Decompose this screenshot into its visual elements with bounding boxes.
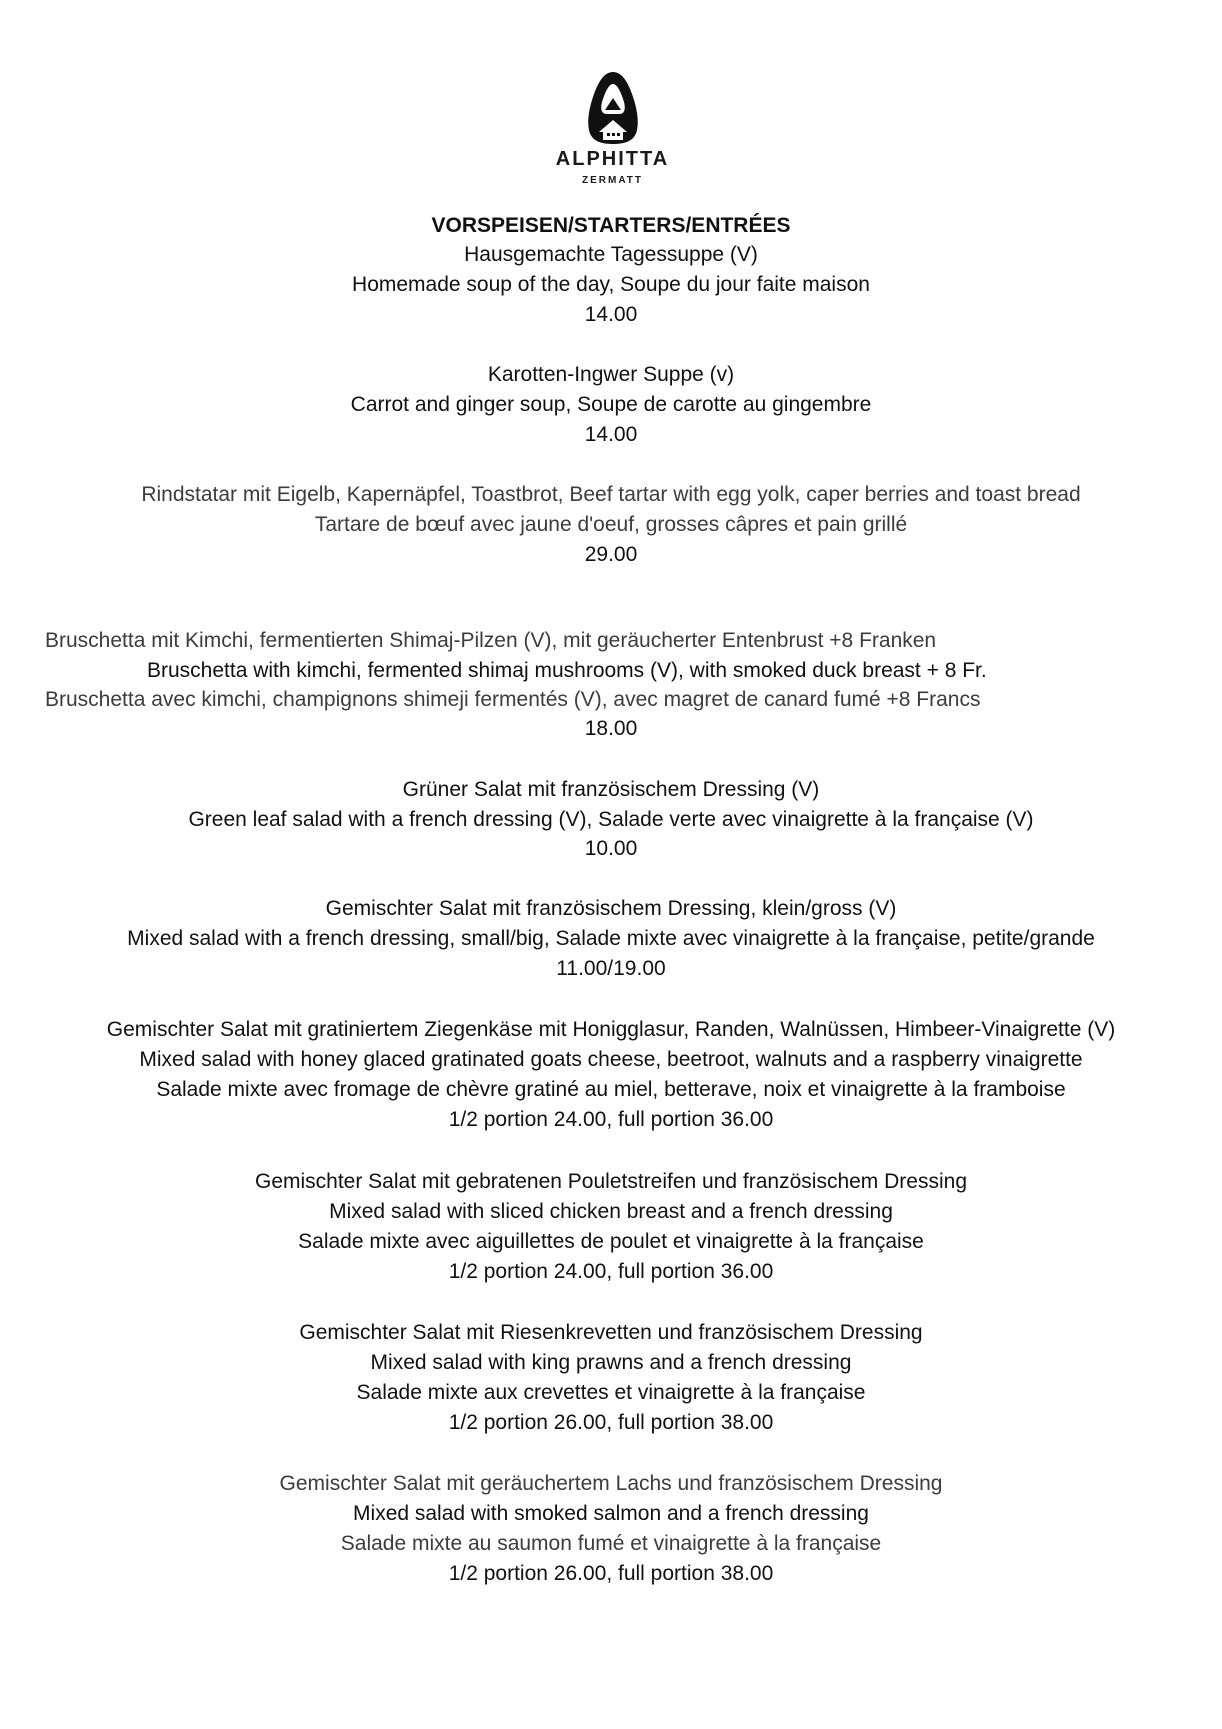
menu-item-7-price: 1/2 portion 24.00, full portion 36.00 <box>448 1108 774 1131</box>
menu-item-2-price: 14.00 <box>584 423 638 446</box>
menu-item-4-line-1: Bruschetta mit Kimchi, fermentierten Shimaj-Pilzen (V), mit geräucherter Entenbrust +8 Franken <box>45 629 937 652</box>
menu-item-7-line-1: Gemischter Salat mit gratiniertem Ziegenkäse mit Honigglasur, Randen, Walnüssen, Himbeer-Vinaigrette (V) <box>106 1018 1116 1041</box>
menu-item-10-line-2: Mixed salad with smoked salmon and a french dressing <box>353 1502 869 1525</box>
menu-item-8-line-3: Salade mixte avec aiguillettes de poulet et vinaigrette à la française <box>298 1230 924 1253</box>
menu-item-9-line-3: Salade mixte aux crevettes et vinaigrette à la française <box>356 1381 866 1404</box>
menu-item-4-price: 18.00 <box>584 717 638 740</box>
menu-item-8-price: 1/2 portion 24.00, full portion 36.00 <box>448 1260 774 1283</box>
menu-item-1-line-1: Hausgemachte Tagessuppe (V) <box>464 243 758 266</box>
menu-item-5-line-1: Grüner Salat mit französischem Dressing (V) <box>402 778 820 801</box>
menu-item-9-price: 1/2 portion 26.00, full portion 38.00 <box>448 1411 774 1434</box>
menu-item-10-line-3: Salade mixte au saumon fumé et vinaigrette à la française <box>340 1532 882 1555</box>
menu-item-6-line-2: Mixed salad with a french dressing, small/big, Salade mixte avec vinaigrette à la française, petite/grande <box>127 927 1095 950</box>
menu-item-3-line-1: Rindstatar mit Eigelb, Kapernäpfel, Toastbrot, Beef tartar with egg yolk, caper berries and toast bread <box>141 483 1081 506</box>
menu-item-2-line-2: Carrot and ginger soup, Soupe de carotte au gingembre <box>350 393 872 416</box>
menu-item-4-line-2: Bruschetta with kimchi, fermented shimaj mushrooms (V), with smoked duck breast + 8 Fr. <box>147 659 987 682</box>
menu-item-1-line-2: Homemade soup of the day, Soupe du jour faite maison <box>352 273 870 296</box>
menu-item-5-price: 10.00 <box>584 837 638 860</box>
brand-location: ZERMATT <box>581 175 644 186</box>
restaurant-logo <box>535 70 690 195</box>
menu-item-7-line-2: Mixed salad with honey glaced gratinated goats cheese, beetroot, walnuts and a raspberry vinaigrette <box>139 1048 1083 1071</box>
menu-item-8-line-1: Gemischter Salat mit gebratenen Pouletstreifen und französischem Dressing <box>254 1170 967 1193</box>
menu-item-6-line-1: Gemischter Salat mit französischem Dressing, klein/gross (V) <box>325 897 897 920</box>
menu-item-7-line-3: Salade mixte avec fromage de chèvre gratiné au miel, betterave, noix et vinaigrette à la framboise <box>156 1078 1066 1101</box>
menu-item-1-price: 14.00 <box>584 303 638 326</box>
matterhorn-chalet-icon <box>585 70 641 145</box>
menu-item-9-line-1: Gemischter Salat mit Riesenkrevetten und französischem Dressing <box>299 1321 923 1344</box>
menu-item-3-line-2: Tartare de bœuf avec jaune d'oeuf, grosses câpres et pain grillé <box>314 513 908 536</box>
brand-name: ALPHITTA <box>555 148 670 170</box>
menu-item-8-line-2: Mixed salad with sliced chicken breast and a french dressing <box>329 1200 893 1223</box>
menu-item-10-line-1: Gemischter Salat mit geräuchertem Lachs und französischem Dressing <box>279 1472 943 1495</box>
menu-item-9-line-2: Mixed salad with king prawns and a french dressing <box>370 1351 852 1374</box>
menu-item-4-line-3: Bruschetta avec kimchi, champignons shimeji fermentés (V), avec magret de canard fumé +8 Francs <box>45 688 981 711</box>
menu-item-10-price: 1/2 portion 26.00, full portion 38.00 <box>448 1562 774 1585</box>
menu-item-3-price: 29.00 <box>584 543 638 566</box>
menu-item-5-line-2: Green leaf salad with a french dressing (V), Salade verte avec vinaigrette à la française (V) <box>188 808 1034 831</box>
menu-item-6-price: 11.00/19.00 <box>556 957 666 980</box>
menu-item-2-line-1: Karotten-Ingwer Suppe (v) <box>487 363 735 386</box>
section-title: VORSPEISEN/STARTERS/ENTRÉES <box>431 214 791 237</box>
